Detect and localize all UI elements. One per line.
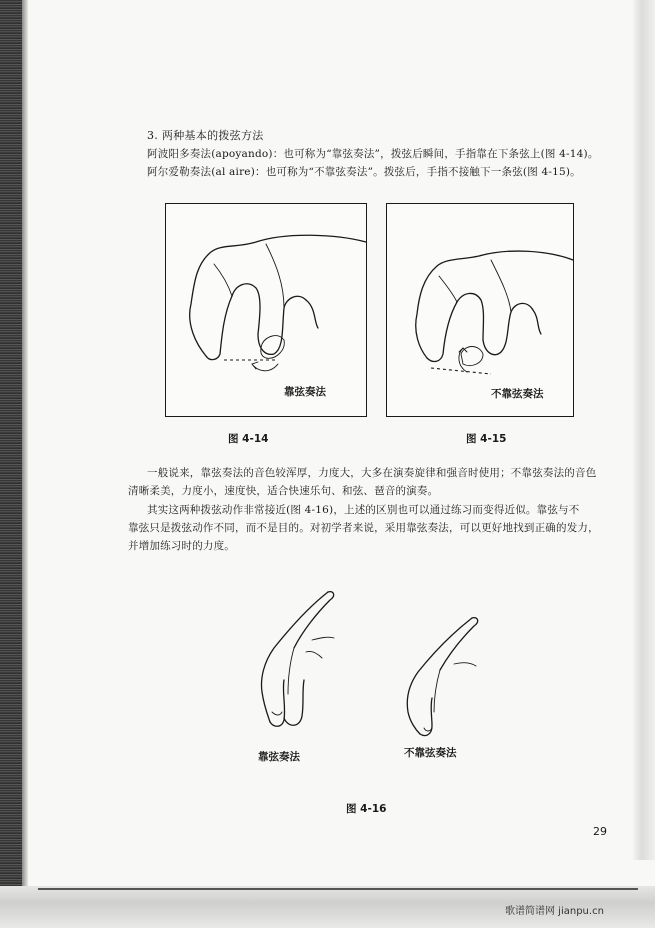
figure-4-16-right-label: 不靠弦奏法 <box>404 747 457 759</box>
paragraph-2-line-2: 靠弦只是拨弦动作不同，而不是目的。对初学者来说，采用靠弦奏法，可以更好地找到正确的发力， <box>128 522 599 534</box>
figure-4-15-label: 不靠弦奏法 <box>491 388 544 400</box>
figure-4-15-box <box>386 203 574 417</box>
bottom-rule <box>38 888 638 890</box>
figure-4-14-caption: 图 4-14 <box>228 433 269 445</box>
figure-4-14-box <box>165 203 367 417</box>
al-aire-line: 阿尔爱勒奏法(al aire)：也可称为“不靠弦奏法”。拨弦后，手指不接触下一条弦(图 4-15)。 <box>147 166 581 178</box>
page-number: 29 <box>593 825 607 838</box>
page-edge-right <box>633 0 655 860</box>
binding-edge <box>0 0 22 928</box>
apoyando-line: 阿波阳多奏法(apoyando)：也可称为“靠弦奏法”，拨弦后瞬间，手指靠在下条弦上(图 4-14)。 <box>147 148 599 160</box>
watermark: 歌谱简谱网 jianpu.cn <box>505 906 604 917</box>
finger-al-aire-illustration <box>398 612 518 742</box>
figure-4-16-caption: 图 4-16 <box>346 803 387 815</box>
binding-shadow <box>22 0 28 928</box>
paragraph-1-line-1: 一般说来，靠弦奏法的音色较浑厚，力度大，大多在演奏旋律和强音时使用；不靠弦奏法的音色 <box>147 467 597 479</box>
paragraph-2-line-3: 并增加练习时的力度。 <box>128 540 235 552</box>
paragraph-2-line-1: 其实这两种拨弦动作非常接近(图 4-16)，上述的区别也可以通过练习而变得近似。靠弦与不 <box>147 504 580 516</box>
hand-apoyando-illustration <box>166 204 366 416</box>
figure-4-16-left-label: 靠弦奏法 <box>258 751 300 763</box>
finger-apoyando-illustration <box>250 588 370 738</box>
paragraph-1-line-2: 清晰柔美，力度小，速度快，适合快速乐句、和弦、琶音的演奏。 <box>128 485 439 497</box>
figure-4-14-label: 靠弦奏法 <box>284 386 326 398</box>
section-heading: 3. 两种基本的拨弦方法 <box>147 129 264 142</box>
figure-4-15-caption: 图 4-15 <box>466 433 507 445</box>
hand-al-aire-illustration <box>387 204 573 416</box>
